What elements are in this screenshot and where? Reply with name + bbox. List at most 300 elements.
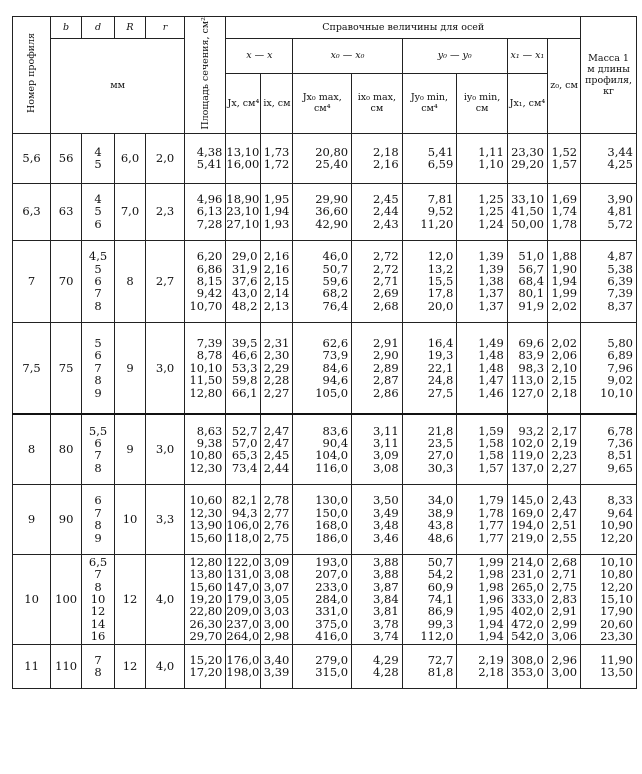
cell-value: 2,91 (551, 604, 578, 619)
cell-d (82, 414, 115, 484)
cell-value: 2,16 (373, 157, 399, 172)
cell-value: 23,30 (600, 629, 633, 644)
cell-z0 (548, 240, 581, 322)
cell-value: 9,38 (196, 435, 223, 450)
cell-Jx0 (293, 414, 352, 484)
header-Jy0min: Jy₀ min, см⁴ (402, 73, 457, 133)
header-profile-no: Номер профиля (13, 17, 51, 134)
cell-R: 9 (115, 414, 146, 484)
cell-value: 233,0 (315, 579, 349, 594)
angle-profile-table (12, 16, 637, 689)
cell-value: 150,0 (315, 505, 349, 520)
cell-value: 7 (94, 505, 102, 520)
cell-value: 3,05 (263, 591, 290, 606)
cell-value: 9,52 (427, 204, 454, 219)
cell-z0 (548, 183, 581, 240)
cell-value: 65,3 (231, 448, 258, 463)
cell-Jx0 (293, 183, 352, 240)
cell-value: 11,50 (189, 373, 223, 388)
cell-value: 12,80 (189, 554, 223, 569)
cell-value: 2,29 (263, 360, 290, 375)
cell-value: 308,0 (511, 652, 545, 667)
cell-value: 2,17 (551, 423, 578, 438)
cell-value: 48,6 (427, 530, 454, 545)
cell-value: 8 (94, 373, 102, 388)
cell-value: 12,20 (600, 530, 633, 545)
cell-value: 1,78 (551, 216, 578, 231)
cell-value: 74,1 (427, 591, 454, 606)
cell-value: 7,28 (196, 216, 223, 231)
cell-value: 5 (94, 157, 102, 172)
cell-value: 10,10 (600, 554, 633, 569)
cell-value: 145,0 (511, 493, 545, 508)
cell-value: 353,0 (511, 665, 545, 680)
cell-ix (261, 183, 293, 240)
cell-value: 31,9 (231, 261, 258, 276)
cell-value: 15,60 (189, 530, 223, 545)
cell-z0 (548, 554, 581, 644)
cell-value: 1,49 (478, 335, 504, 350)
cell-b: 90 (51, 484, 82, 554)
cell-Jx (226, 183, 261, 240)
cell-value: 1,48 (478, 360, 504, 375)
cell-value: 3,74 (373, 629, 399, 644)
cell-value: 2,98 (263, 629, 290, 644)
cell-Jx0 (293, 240, 352, 322)
cell-value: 219,0 (511, 530, 545, 545)
cell-value: 2,72 (373, 249, 399, 264)
cell-value: 214,0 (511, 554, 545, 569)
cell-R: 12 (115, 554, 146, 644)
cell-value: 2,44 (263, 460, 290, 475)
cell-value: 12,30 (189, 460, 223, 475)
cell-value: 23,5 (427, 435, 454, 450)
cell-value: 9 (94, 385, 102, 400)
cell-value: 2,18 (478, 665, 504, 680)
cell-Jx (226, 644, 261, 688)
cell-value: 1,59 (478, 423, 504, 438)
cell-value: 23,10 (226, 204, 260, 219)
cell-value: 91,9 (518, 298, 545, 313)
cell-value: 209,0 (226, 604, 260, 619)
cell-value: 1,94 (478, 629, 504, 644)
header-axis-x1x1: x₁ — x₁ (507, 39, 547, 74)
cell-value: 2,89 (373, 360, 399, 375)
cell-value: 2,19 (478, 652, 504, 667)
cell-Jx1 (507, 554, 547, 644)
cell-value: 3,11 (373, 435, 399, 450)
cell-value: 2,02 (551, 298, 578, 313)
cell-value: 6 (94, 216, 102, 231)
cell-value: 3,90 (607, 192, 633, 207)
cell-area (185, 644, 226, 688)
cell-area (185, 133, 226, 183)
cell-area (185, 240, 226, 322)
cell-value: 5 (94, 335, 102, 350)
cell-value: 39,5 (231, 335, 258, 350)
header-axis-xx: x — x (226, 39, 293, 74)
cell-value: 9,65 (607, 460, 633, 475)
cell-value: 2,71 (373, 273, 399, 288)
cell-value: 72,7 (427, 652, 454, 667)
cell-value: 7,39 (607, 286, 633, 301)
cell-mass (581, 414, 637, 484)
cell-value: 4,96 (196, 192, 223, 207)
cell-value: 50,7 (322, 261, 349, 276)
cell-value: 5,41 (427, 144, 454, 159)
cell-value: 2,68 (373, 298, 399, 313)
cell-value: 1,37 (478, 298, 504, 313)
cell-value: 4,87 (607, 249, 633, 264)
cell-value: 331,0 (315, 604, 349, 619)
cell-value: 4,38 (196, 144, 223, 159)
cell-value: 22,80 (189, 604, 223, 619)
cell-Jy0 (402, 554, 457, 644)
header-ix: ix, см (261, 73, 293, 133)
cell-value: 19,3 (427, 348, 454, 363)
cell-Jx0 (293, 554, 352, 644)
cell-value: 30,3 (427, 460, 454, 475)
cell-value: 1,72 (263, 157, 290, 172)
header-ix0max: ix₀ max, см (352, 73, 403, 133)
cell-value: 1,11 (478, 144, 504, 159)
cell-d (82, 240, 115, 322)
cell-Jy0 (402, 414, 457, 484)
cell-no: 8 (13, 414, 51, 484)
cell-d (82, 554, 115, 644)
cell-value: 2,71 (551, 567, 578, 582)
header-R: R (115, 17, 146, 39)
cell-ix0 (352, 414, 403, 484)
cell-value: 1,79 (478, 493, 504, 508)
cell-value: 8,33 (607, 493, 633, 508)
cell-value: 1,78 (478, 505, 504, 520)
cell-value: 80,1 (518, 286, 545, 301)
cell-value: 3,50 (373, 493, 399, 508)
cell-area (185, 183, 226, 240)
cell-Jx (226, 554, 261, 644)
cell-value: 10,80 (600, 567, 633, 582)
cell-value: 6,20 (196, 249, 223, 264)
cell-value: 38,9 (427, 505, 454, 520)
cell-value: 27,5 (427, 385, 454, 400)
cell-value: 6,78 (607, 423, 633, 438)
cell-value: 2,15 (263, 273, 290, 288)
cell-Jx0 (293, 484, 352, 554)
cell-value: 56,7 (518, 261, 545, 276)
cell-mass (581, 554, 637, 644)
cell-value: 14 (90, 616, 106, 631)
cell-value: 20,0 (427, 298, 454, 313)
cell-value: 4 (94, 192, 102, 207)
cell-value: 6 (94, 273, 102, 288)
cell-d (82, 644, 115, 688)
cell-value: 3,88 (373, 567, 399, 582)
cell-value: 7,81 (427, 192, 454, 207)
cell-value: 13,90 (189, 518, 223, 533)
cell-value: 2,16 (263, 261, 290, 276)
cell-value: 176,0 (226, 652, 260, 667)
table-row (13, 554, 637, 644)
cell-value: 4,29 (373, 652, 399, 667)
header-r: r (145, 17, 184, 39)
cell-value: 81,8 (427, 665, 454, 680)
cell-value: 20,80 (315, 144, 349, 159)
cell-value: 10,70 (189, 298, 223, 313)
cell-value: 2,87 (373, 373, 399, 388)
cell-value: 94,3 (231, 505, 258, 520)
cell-value: 1,95 (263, 192, 290, 207)
cell-area (185, 414, 226, 484)
header-axis-y0y0: y₀ — y₀ (402, 39, 507, 74)
cell-b: 56 (51, 133, 82, 183)
cell-value: 11,90 (600, 652, 633, 667)
cell-value: 27,10 (226, 216, 260, 231)
cell-ix (261, 133, 293, 183)
cell-value: 8 (94, 460, 102, 475)
cell-value: 10,90 (600, 518, 633, 533)
cell-value: 119,0 (511, 448, 545, 463)
cell-d (82, 322, 115, 414)
cell-Jy0 (402, 133, 457, 183)
cell-value: 8,51 (607, 448, 633, 463)
cell-value: 59,6 (322, 273, 349, 288)
cell-value: 29,20 (511, 157, 545, 172)
cell-iy0 (457, 322, 508, 414)
cell-Jx (226, 414, 261, 484)
cell-value: 194,0 (511, 518, 545, 533)
cell-value: 1,57 (478, 460, 504, 475)
cell-r: 4,0 (145, 644, 184, 688)
cell-value: 2,99 (551, 616, 578, 631)
cell-no: 11 (13, 644, 51, 688)
cell-value: 43,0 (231, 286, 258, 301)
cell-r: 3,0 (145, 322, 184, 414)
cell-ix0 (352, 484, 403, 554)
cell-value: 4,28 (373, 665, 399, 680)
cell-value: 3,08 (373, 460, 399, 475)
cell-value: 73,4 (231, 460, 258, 475)
cell-value: 2,43 (551, 493, 578, 508)
cell-Jx1 (507, 240, 547, 322)
cell-value: 1,39 (478, 261, 504, 276)
cell-value: 5 (94, 261, 102, 276)
cell-value: 1,58 (478, 435, 504, 450)
cell-mass (581, 183, 637, 240)
cell-value: 29,70 (189, 629, 223, 644)
cell-no: 7 (13, 240, 51, 322)
cell-value: 13,50 (600, 665, 633, 680)
cell-value: 8,37 (607, 298, 633, 313)
cell-value: 105,0 (315, 385, 349, 400)
cell-value: 10,60 (189, 493, 223, 508)
cell-value: 7,96 (607, 360, 633, 375)
cell-value: 6,89 (607, 348, 633, 363)
cell-value: 2,10 (551, 360, 578, 375)
cell-value: 16,00 (226, 157, 260, 172)
cell-value: 1,73 (263, 144, 290, 159)
cell-value: 106,0 (226, 518, 260, 533)
cell-R: 12 (115, 644, 146, 688)
cell-Jx1 (507, 133, 547, 183)
cell-value: 5,41 (196, 157, 223, 172)
cell-Jy0 (402, 240, 457, 322)
cell-value: 168,0 (315, 518, 349, 533)
cell-value: 2,96 (551, 652, 578, 667)
cell-Jx (226, 322, 261, 414)
cell-value: 1,99 (551, 286, 578, 301)
cell-value: 169,0 (511, 505, 545, 520)
cell-value: 1,98 (478, 579, 504, 594)
cell-z0 (548, 414, 581, 484)
cell-Jx (226, 133, 261, 183)
cell-mass (581, 322, 637, 414)
cell-value: 8 (94, 298, 102, 313)
cell-value: 15,5 (427, 273, 454, 288)
cell-value: 416,0 (315, 629, 349, 644)
cell-value: 2,78 (263, 493, 290, 508)
cell-mass (581, 644, 637, 688)
cell-ix0 (352, 183, 403, 240)
cell-value: 2,27 (263, 385, 290, 400)
cell-value: 3,07 (263, 579, 290, 594)
cell-value: 5,38 (607, 261, 633, 276)
cell-value: 76,4 (322, 298, 349, 313)
cell-value: 66,1 (231, 385, 258, 400)
cell-iy0 (457, 414, 508, 484)
cell-value: 130,0 (315, 493, 349, 508)
cell-value: 18,90 (226, 192, 260, 207)
cell-r: 2,3 (145, 183, 184, 240)
cell-value: 4 (94, 144, 102, 159)
cell-value: 26,30 (189, 616, 223, 631)
cell-value: 3,06 (551, 629, 578, 644)
cell-value: 122,0 (226, 554, 260, 569)
cell-value: 41,50 (511, 204, 545, 219)
cell-z0 (548, 484, 581, 554)
cell-value: 7 (94, 448, 102, 463)
cell-Jy0 (402, 183, 457, 240)
cell-Jx (226, 240, 261, 322)
cell-R: 10 (115, 484, 146, 554)
cell-value: 3,81 (373, 604, 399, 619)
cell-value: 99,3 (427, 616, 454, 631)
cell-value: 1,57 (551, 157, 578, 172)
cell-ix (261, 414, 293, 484)
cell-value: 1,10 (478, 157, 504, 172)
cell-value: 9,02 (607, 373, 633, 388)
cell-value: 1,52 (551, 144, 578, 159)
cell-iy0 (457, 183, 508, 240)
cell-value: 84,6 (322, 360, 349, 375)
cell-value: 131,0 (226, 567, 260, 582)
cell-value: 2,23 (551, 448, 578, 463)
cell-value: 1,90 (551, 261, 578, 276)
table-row (13, 133, 637, 183)
cell-Jx0 (293, 322, 352, 414)
cell-value: 2,69 (373, 286, 399, 301)
cell-value: 1,94 (551, 273, 578, 288)
cell-value: 43,8 (427, 518, 454, 533)
cell-value: 1,93 (263, 216, 290, 231)
cell-value: 13,2 (427, 261, 454, 276)
cell-value: 3,08 (263, 567, 290, 582)
cell-mass (581, 133, 637, 183)
cell-value: 13,80 (189, 567, 223, 582)
cell-value: 2,43 (373, 216, 399, 231)
cell-value: 3,00 (551, 665, 578, 680)
cell-value: 1,77 (478, 518, 504, 533)
cell-value: 36,60 (315, 204, 349, 219)
cell-value: 118,0 (226, 530, 260, 545)
cell-ix (261, 240, 293, 322)
cell-value: 53,3 (231, 360, 258, 375)
cell-value: 10 (90, 591, 106, 606)
cell-value: 2,27 (551, 460, 578, 475)
cell-value: 4,5 (88, 249, 108, 264)
cell-R: 7,0 (115, 183, 146, 240)
cell-value: 7,36 (607, 435, 633, 450)
cell-value: 5,5 (88, 423, 108, 438)
cell-value: 27,0 (427, 448, 454, 463)
cell-value: 1,96 (478, 591, 504, 606)
cell-value: 82,1 (231, 493, 258, 508)
cell-value: 1,25 (478, 192, 504, 207)
cell-value: 147,0 (226, 579, 260, 594)
cell-value: 179,0 (226, 591, 260, 606)
cell-value: 46,6 (231, 348, 258, 363)
cell-value: 1,48 (478, 348, 504, 363)
cell-value: 17,20 (189, 665, 223, 680)
cell-value: 1,39 (478, 249, 504, 264)
cell-value: 12,20 (600, 579, 633, 594)
cell-value: 12,80 (189, 385, 223, 400)
cell-value: 8,78 (196, 348, 223, 363)
cell-value: 16 (90, 629, 106, 644)
cell-ix0 (352, 644, 403, 688)
cell-no: 6,3 (13, 183, 51, 240)
cell-value: 2,19 (551, 435, 578, 450)
cell-R: 6,0 (115, 133, 146, 183)
header-axis-x0x0: x₀ — x₀ (293, 39, 402, 74)
cell-value: 2,45 (373, 192, 399, 207)
cell-value: 2,13 (263, 298, 290, 313)
cell-value: 9,64 (607, 505, 633, 520)
cell-value: 3,40 (263, 652, 290, 667)
cell-value: 2,45 (263, 448, 290, 463)
cell-value: 2,75 (263, 530, 290, 545)
cell-value: 6,86 (196, 261, 223, 276)
cell-value: 1,37 (478, 286, 504, 301)
cell-value: 13,10 (226, 144, 260, 159)
cell-value: 15,20 (189, 652, 223, 667)
cell-value: 57,0 (231, 435, 258, 450)
table-row (13, 183, 637, 240)
cell-no: 10 (13, 554, 51, 644)
cell-value: 15,10 (600, 591, 633, 606)
cell-value: 68,2 (322, 286, 349, 301)
cell-value: 2,02 (551, 335, 578, 350)
cell-z0 (548, 133, 581, 183)
cell-value: 1,47 (478, 373, 504, 388)
cell-value: 16,4 (427, 335, 454, 350)
cell-r: 4,0 (145, 554, 184, 644)
cell-value: 1,46 (478, 385, 504, 400)
cell-value: 25,40 (315, 157, 349, 172)
cell-value: 1,94 (263, 204, 290, 219)
cell-value: 7 (94, 360, 102, 375)
cell-value: 3,87 (373, 579, 399, 594)
